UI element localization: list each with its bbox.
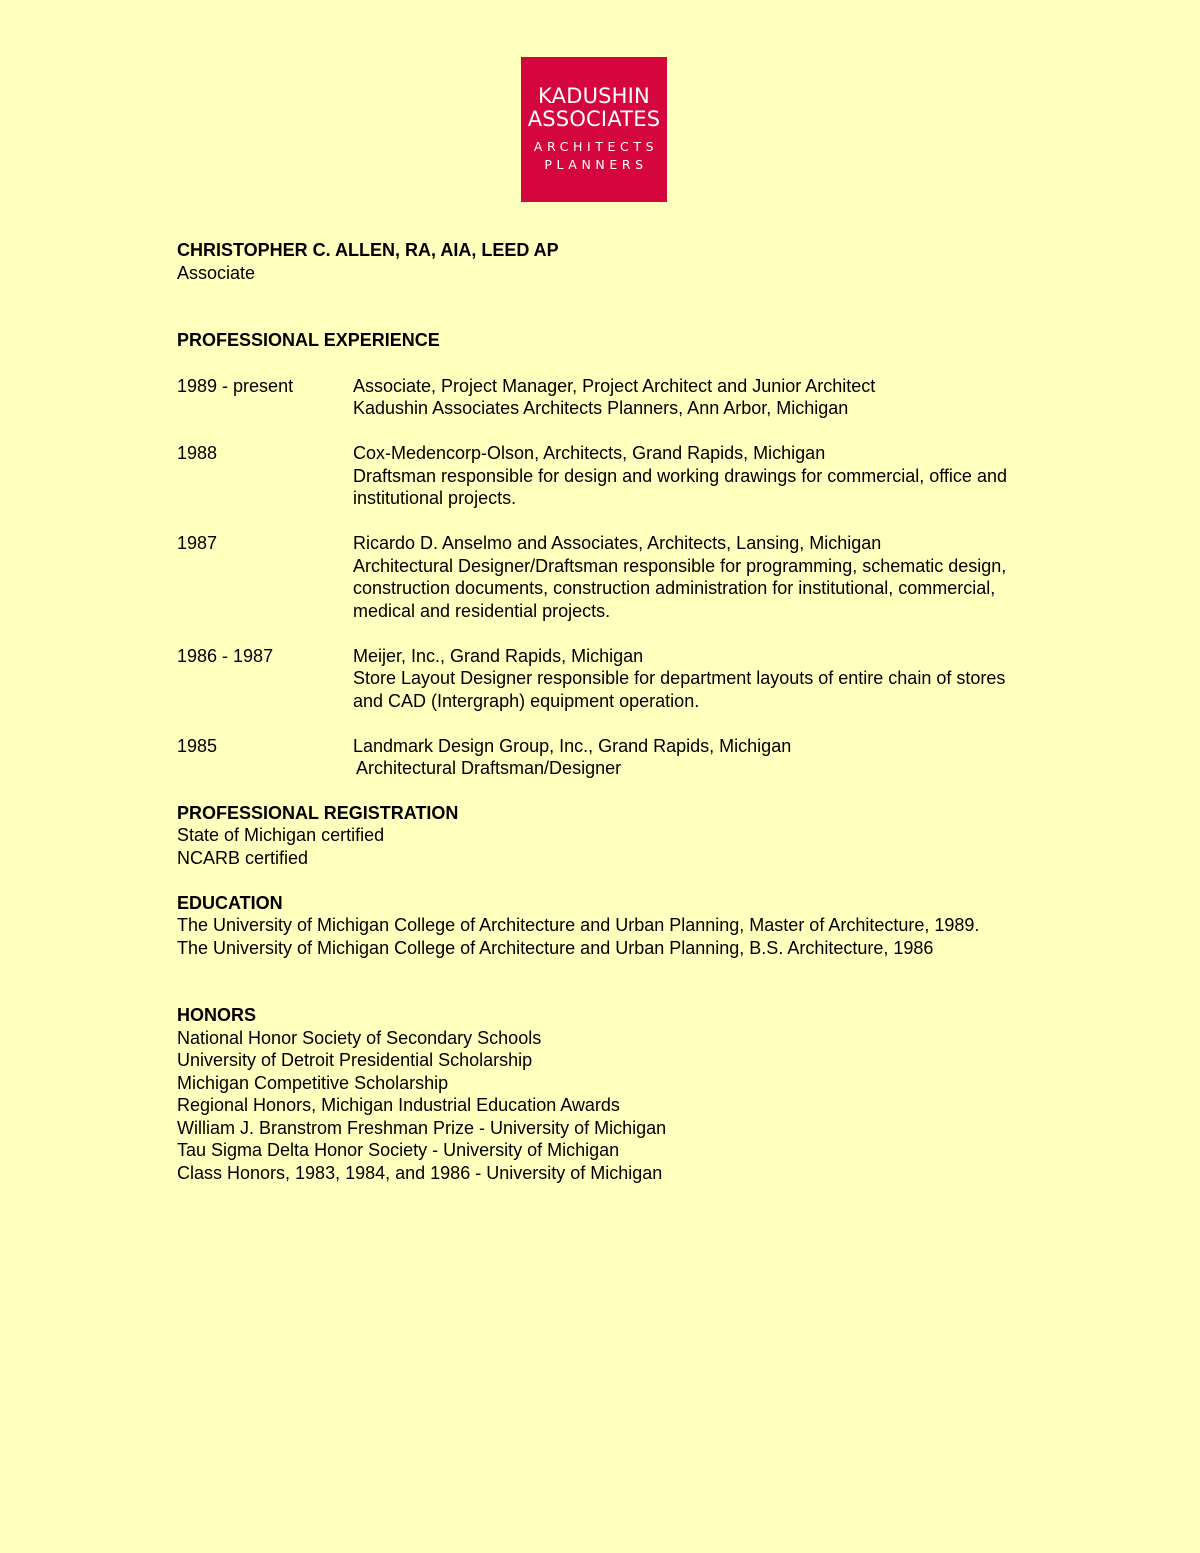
- experience-entry: [177, 645, 1023, 735]
- experience-line1: Meijer, Inc., Grand Rapids, Michigan: [353, 645, 644, 666]
- experience-description: [353, 442, 1023, 532]
- experience-years: 1989 - present: [177, 375, 294, 396]
- logo-line-1: KADUSHIN: [538, 84, 650, 108]
- experience-years: 1988: [177, 443, 218, 463]
- experience-line2: Draftsman responsible for design and working drawings for commercial, office and institutional projects.: [353, 465, 1007, 508]
- experience-description: [353, 735, 1023, 780]
- experience-line2: Architectural Designer/Draftsman responsible for programming, schematic design, construction documents, construction administration for institutional, commercial, medical and residential projects.: [353, 555, 1007, 621]
- honors-item: Class Honors, 1983, 1984, and 1986 - University of Michigan: [177, 1162, 663, 1183]
- experience-years: 1986 - 1987: [177, 645, 274, 666]
- experience-entry: [177, 532, 1023, 645]
- logo-line-4: PLANNERS: [544, 157, 648, 172]
- logo-line-3: ARCHITECTS: [533, 139, 659, 154]
- registration-item: NCARB certified: [177, 847, 309, 868]
- experience-table: [177, 375, 1023, 780]
- experience-description: [353, 375, 1023, 443]
- person-title: Associate: [177, 262, 256, 283]
- education-item: The University of Michigan College of Architecture and Urban Planning, Master of Architecture, 1989.: [177, 915, 980, 935]
- honors-heading: HONORS: [177, 1005, 257, 1025]
- education-item: The University of Michigan College of Architecture and Urban Planning, B.S. Architecture, 1986: [177, 937, 934, 958]
- honors-item: Regional Honors, Michigan Industrial Education Awards: [177, 1095, 620, 1115]
- experience-line1: Cox-Medencorp-Olson, Architects, Grand Rapids, Michigan: [353, 443, 826, 463]
- experience-line1: Landmark Design Group, Inc., Grand Rapids, Michigan: [353, 735, 792, 756]
- registration-heading: PROFESSIONAL REGISTRATION: [177, 802, 459, 823]
- experience-line1: Ricardo D. Anselmo and Associates, Architects, Lansing, Michigan: [353, 533, 882, 553]
- honors-item: National Honor Society of Secondary Schools: [177, 1027, 542, 1048]
- honors-item: Michigan Competitive Scholarship: [177, 1072, 449, 1093]
- honors-item: Tau Sigma Delta Honor Society - University of Michigan: [177, 1140, 620, 1160]
- experience-years: 1985: [177, 735, 218, 756]
- experience-line1: Associate, Project Manager, Project Architect and Junior Architect: [353, 375, 876, 396]
- education-heading: EDUCATION: [177, 892, 283, 913]
- experience-line2: Architectural Draftsman/Designer: [356, 758, 622, 778]
- honors-item: William J. Branstrom Freshman Prize - University of Michigan: [177, 1117, 667, 1138]
- experience-line2: Kadushin Associates Architects Planners, Ann Arbor, Michigan: [353, 398, 849, 418]
- resume-content: [177, 239, 1037, 1184]
- registration-item: State of Michigan certified: [177, 825, 385, 845]
- experience-years: 1987: [177, 533, 218, 553]
- experience-entry: [177, 735, 1023, 780]
- experience-entry: [177, 375, 1023, 443]
- person-name: CHRISTOPHER C. ALLEN, RA, AIA, LEED AP: [177, 240, 559, 260]
- honors-item: University of Detroit Presidential Scholarship: [177, 1050, 533, 1070]
- company-logo: [521, 57, 667, 202]
- experience-heading: PROFESSIONAL EXPERIENCE: [177, 330, 440, 350]
- experience-description: [353, 532, 1023, 645]
- logo-line-2: ASSOCIATES: [527, 107, 661, 131]
- experience-entry: [177, 442, 1023, 532]
- experience-description: [353, 645, 1023, 735]
- experience-line2: Store Layout Designer responsible for department layouts of entire chain of stores and CAD (Intergraph) equipment operation.: [353, 668, 1006, 711]
